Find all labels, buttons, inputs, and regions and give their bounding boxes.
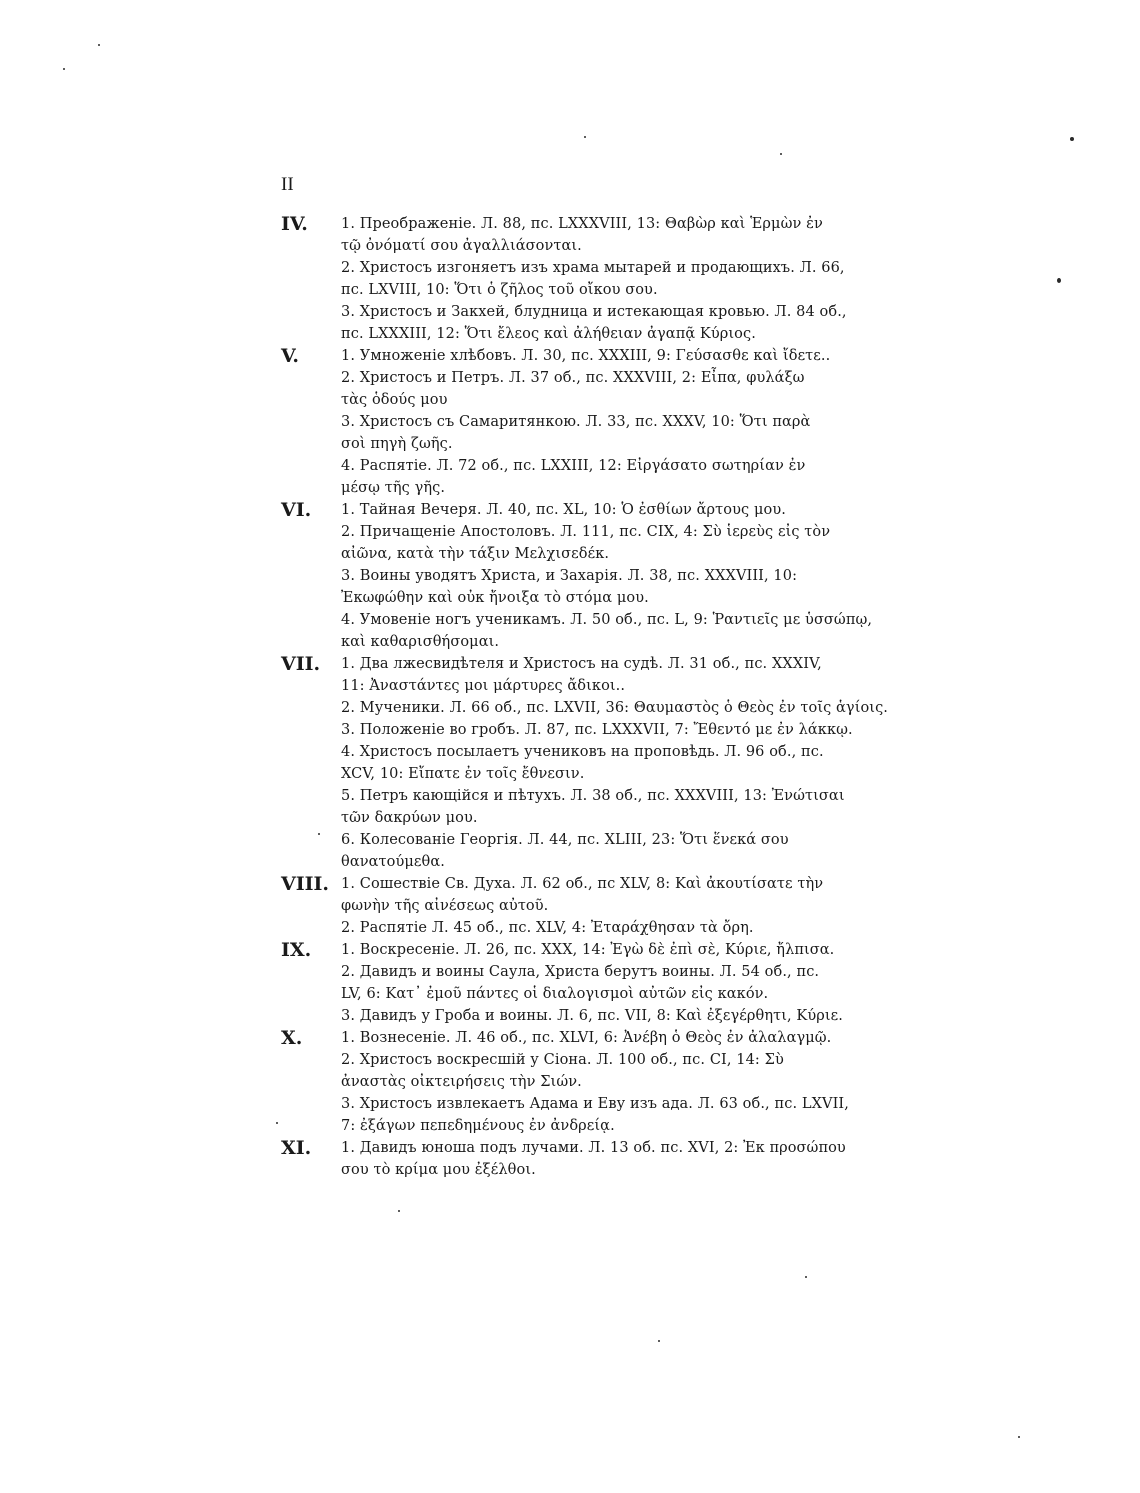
entry: 3. Давидъ у Гроба и воины. Л. 6, пс. VII, 8: Καὶ ἐξεγέρθητι, Κύριε. — [341, 1008, 844, 1024]
entry: 1. Сошествіе Св. Духа. Л. 62 об., пс XLV, 8: Καὶ ἀκουτίσατε τὴν φωνὴν τῆς αἰνέσεως αὐτοῦ. — [341, 876, 824, 914]
entry: 2. Христосъ воскресшій у Сіона. Л. 100 об., пс. CI, 14: Σὺ ἀναστὰς οἰκτειρήσεις τὴν Σιών. — [341, 1052, 784, 1090]
section-numeral: IX. — [281, 939, 312, 961]
section — [281, 939, 893, 1027]
scan-speck — [276, 1122, 278, 1124]
scan-speck — [98, 44, 100, 46]
entry: 1. Два лжесвидѣтеля и Христосъ на судѣ. Л. 31 об., пс. XXXIV, 11: Ἀναστάντες μοι μάρτυρες ἄδικοι.. — [341, 656, 822, 694]
section-numeral: X. — [281, 1027, 303, 1049]
entry: 3. Воины уводятъ Христа, и Захарія. Л. 38, пс. XXXVIII, 10: Ἐκωφώθην καὶ οὐκ ἤνοιξα τὸ στόμα μου. — [341, 568, 798, 606]
section — [281, 213, 893, 345]
section — [281, 499, 893, 653]
scan-speck — [584, 136, 586, 138]
scan-speck — [780, 153, 782, 155]
section-numeral: VII. — [281, 653, 321, 675]
entry: 4. Христосъ посылаетъ учениковъ на проповѣдь. Л. 96 об., пс. XCV, 10: Εἴπατε ἐν τοῖς ἔθνεσιν. — [341, 744, 824, 782]
entry: 1. Воскресеніе. Л. 26, пс. XXX, 14: Ἐγὼ δὲ ἐπὶ σὲ, Κύριε, ἤλπισα. — [341, 942, 835, 958]
scan-speck — [658, 1340, 660, 1342]
entry: 1. Тайная Вечеря. Л. 40, пс. XL, 10: Ὁ ἐσθίων ἄρτους μου. — [341, 502, 786, 518]
entry: 2. Христосъ изгоняетъ изъ храма мытарей и продающихъ. Л. 66, пс. LXVIII, 10: Ὅτι ὁ ζῆλος τοῦ οἴκου σου. — [341, 260, 845, 298]
scan-speck — [1018, 1436, 1020, 1438]
section-numeral: VI. — [281, 499, 312, 521]
scan-speck — [805, 1276, 807, 1278]
entry: 3. Христосъ съ Самаритянкою. Л. 33, пс. XXXV, 10: Ὅτι παρὰ σοὶ πηγὴ ζωῆς. — [341, 414, 811, 452]
section — [281, 873, 893, 939]
scan-speck — [1070, 137, 1074, 141]
entry: 1. Умноженіе хлѣбовъ. Л. 30, пс. XXXIII, 9: Γεύσασθε καὶ ἴδετε.. — [341, 348, 831, 364]
section-numeral: XI. — [281, 1137, 312, 1159]
entry: 1. Преображеніе. Л. 88, пс. LXXXVIII, 13: Θαβὼρ καὶ Ἑρμὼν ἐν τῷ ὀνόματί σου ἀγαλλιάσονται. — [341, 216, 823, 254]
section-numeral: IV. — [281, 213, 308, 235]
section-numeral: VIII. — [281, 873, 330, 895]
entry: 2. Причащеніе Апостоловъ. Л. 111, пс. CIX, 4: Σὺ ἱερεὺς εἰς τὸν αἰῶνα, κατὰ τὴν τάξιν Μελχισεδέκ. — [341, 524, 831, 562]
entry: 2. Христосъ и Петръ. Л. 37 об., пс. XXXVIII, 2: Εἶπα, φυλάξω τὰς ὁδούς μου — [341, 370, 805, 408]
entry: 2. Мученики. Л. 66 об., пс. LXVII, 36: Θαυμαστὸς ὁ Θεὸς ἐν τοῖς ἁγίοις. — [341, 700, 889, 716]
page-number: II — [281, 174, 294, 195]
entry: 2. Давидъ и воины Саула, Христа берутъ воины. Л. 54 об., пс. LV, 6: Κατ᾽ ἐμοῦ πάντες οἱ διαλογισμοὶ αὐτῶν εἰς κακόν. — [341, 964, 820, 1002]
section — [281, 1027, 893, 1137]
entry: 6. Колесованіе Георгія. Л. 44, пс. XLIII, 23: Ὅτι ἕνεκά σου θανατούμεθα. — [341, 832, 789, 870]
scan-speck — [398, 1210, 400, 1212]
section — [281, 1137, 893, 1181]
entry: 3. Положеніе во гробъ. Л. 87, пс. LXXXVII, 7: Ἔθεντό με ἐν λάκκῳ. — [341, 722, 853, 738]
section — [281, 345, 893, 499]
table-of-contents — [281, 213, 893, 1181]
scan-speck — [1057, 278, 1061, 283]
entry: 2. Распятіе Л. 45 об., пс. XLV, 4: Ἐταράχθησαν τὰ ὄρη. — [341, 920, 754, 936]
entry: 5. Петръ кающійся и пѣтухъ. Л. 38 об., пс. XXXVIII, 13: Ἐνώτισαι τῶν δακρύων μου. — [341, 788, 845, 826]
entry: 4. Распятіе. Л. 72 об., пс. LXXIII, 12: Εἰργάσατο σωτηρίαν ἐν μέσῳ τῆς γῆς. — [341, 458, 806, 496]
entry: 1. Вознесеніе. Л. 46 об., пс. XLVI, 6: Ἀνέβη ὁ Θεὸς ἐν ἀλαλαγμῷ. — [341, 1030, 832, 1046]
scan-speck — [318, 833, 320, 835]
scan-speck — [63, 68, 65, 70]
entry: 1. Давидъ юноша подъ лучами. Л. 13 об. пс. XVI, 2: Ἐκ προσώπου σου τὸ κρίμα μου ἐξέλθοι. — [341, 1140, 846, 1178]
entry: 4. Умовеніе ногъ ученикамъ. Л. 50 об., пс. L, 9: Ῥαντιεῖς με ὑσσώπῳ, καὶ καθαρισθήσομαι. — [341, 612, 873, 650]
section — [281, 653, 893, 873]
entry: 3. Христосъ и Закхей, блудница и истекающая кровью. Л. 84 об., пс. LXXXIII, 12: Ὅτι ἔλεος καὶ ἀλήθειαν ἀγαπᾷ Κύριος. — [341, 304, 847, 342]
section-numeral: V. — [281, 345, 300, 367]
entry: 3. Христосъ извлекаетъ Адама и Еву изъ ада. Л. 63 об., пс. LXVII, 7: ἐξάγων πεπεδημένους ἐν ἀνδρείᾳ. — [341, 1096, 849, 1134]
